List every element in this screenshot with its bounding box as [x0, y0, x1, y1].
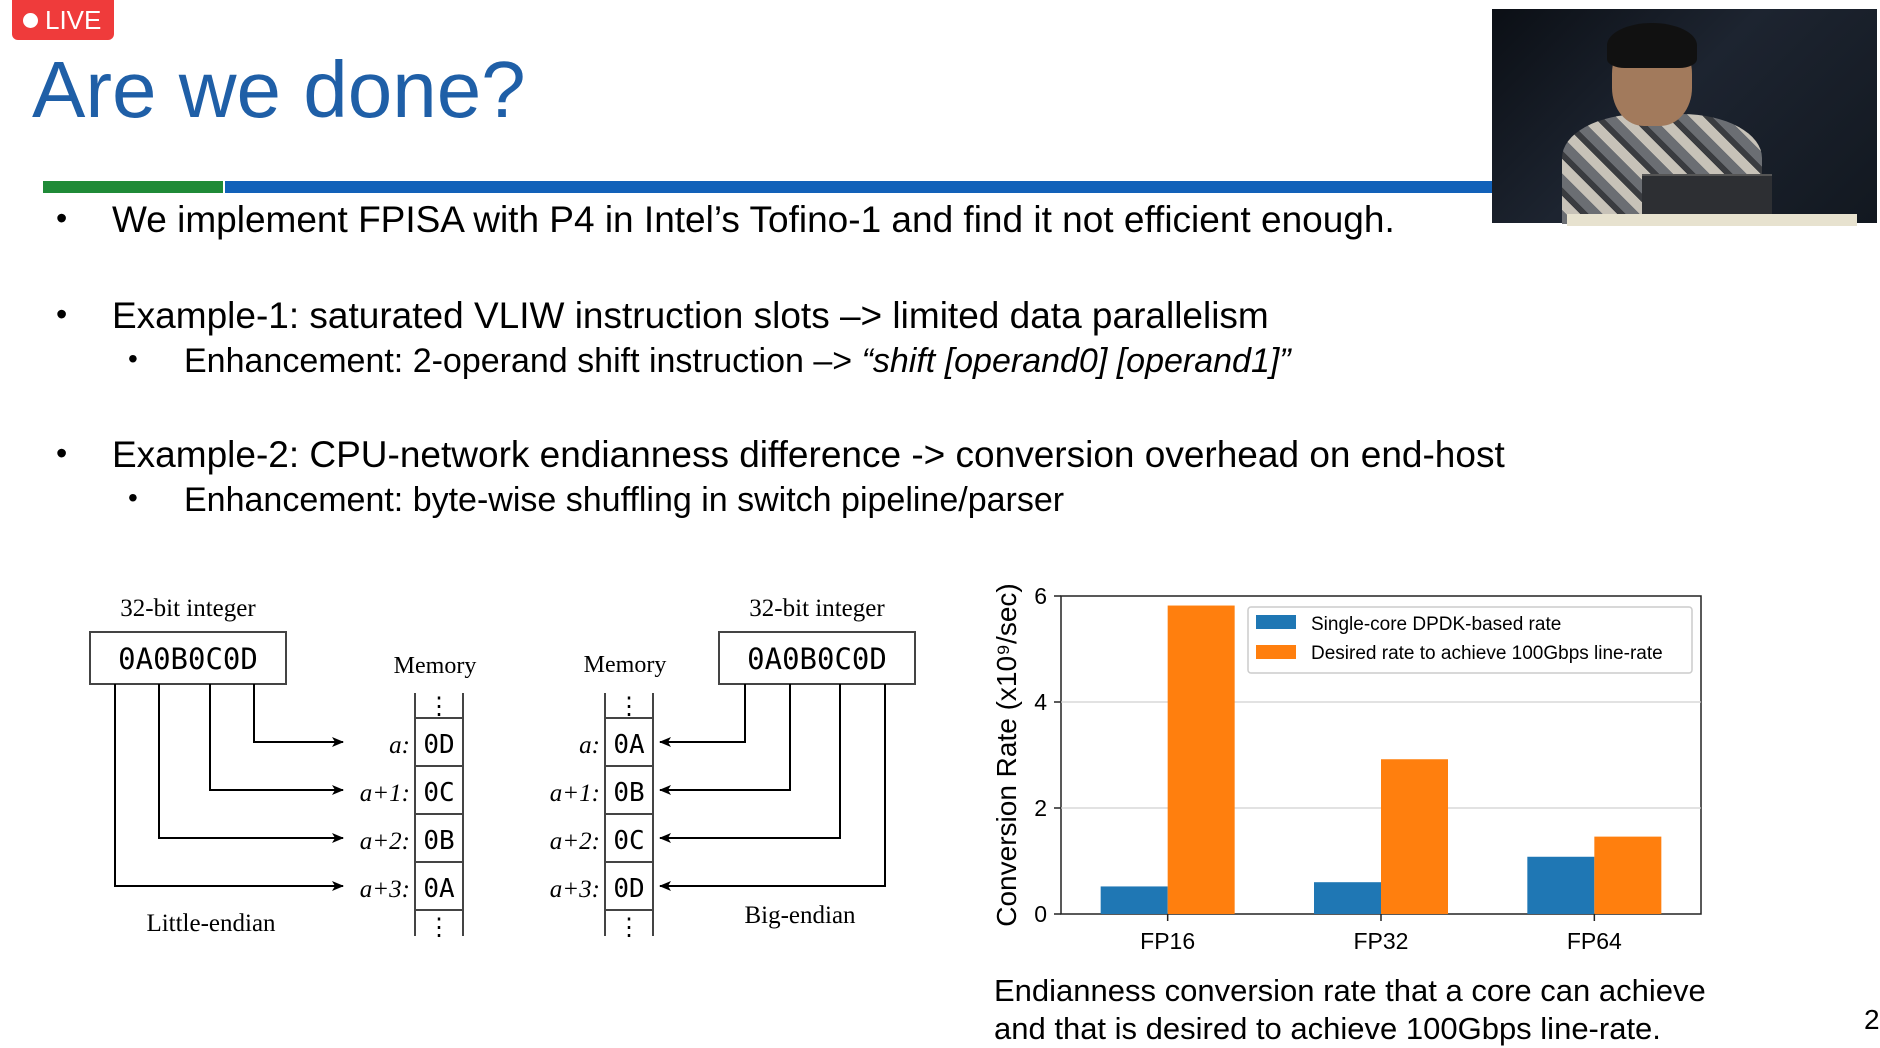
bullet-3-sub-text: Enhancement: byte-wise shuffling in switch pipeline/parser — [184, 481, 1065, 519]
big-addr-1: a+1: — [549, 780, 600, 807]
chart-bar-fp64-series-1 — [1594, 837, 1661, 914]
sub-bullet-marker: • — [128, 482, 138, 513]
chart-caption-line-1: Endianness conversion rate that a core can achieve — [994, 973, 1706, 1008]
little-addr-2: a+2: — [359, 828, 410, 855]
chart-caption-line-2: and that is desired to achieve 100Gbps line-rate. — [994, 1011, 1661, 1046]
chart-x-tick-label: FP64 — [1566, 928, 1622, 954]
little-ellipsis-bottom: ⋮ — [427, 915, 451, 941]
big-byte-3: 0D — [613, 874, 645, 904]
big-addr-3: a+3: — [549, 876, 600, 903]
chart-bar-fp16-series-1 — [1168, 606, 1235, 914]
little-caption: Little-endian — [146, 910, 276, 937]
big-arrow-1 — [660, 684, 790, 790]
chart-bar-fp32-series-0 — [1314, 882, 1381, 914]
big-addr-0: a: — [579, 732, 600, 759]
page-number: 2 — [1864, 1004, 1880, 1035]
big-arrow-3 — [660, 684, 885, 886]
big-endian-diagram — [550, 595, 915, 941]
chart-bar-fp32-series-1 — [1381, 759, 1448, 914]
little-header: 32-bit integer — [120, 595, 256, 622]
legend-swatch-single-core — [1256, 615, 1296, 629]
bullet-marker: • — [56, 296, 68, 332]
chart-x-tick-label: FP32 — [1353, 928, 1409, 954]
little-ellipsis-top: ⋮ — [427, 694, 451, 720]
little-addr-1: a+1: — [359, 780, 410, 807]
big-arrow-0 — [660, 684, 745, 742]
little-arrow-1 — [210, 684, 343, 790]
big-header: 32-bit integer — [749, 595, 885, 622]
bullet-2-text: Example-1: saturated VLIW instruction slots –> limited data parallelism — [112, 295, 1269, 336]
chart-y-tick-label: 4 — [1034, 689, 1047, 715]
chart-y-ticks — [1034, 583, 1061, 927]
chart-legend — [1248, 607, 1692, 673]
big-byte-0: 0A — [613, 730, 645, 760]
legend-label-desired: Desired rate to achieve 100Gbps line-rate — [1311, 643, 1663, 664]
chart-y-tick-label: 2 — [1034, 795, 1047, 821]
little-byte-1: 0C — [423, 778, 455, 808]
little-arrow-0 — [254, 684, 343, 742]
bullet-3-text: Example-2: CPU-network endianness difference -> conversion overhead on end-host — [112, 434, 1505, 475]
slide-title: Are we done? — [32, 45, 526, 134]
big-addr-2: a+2: — [549, 828, 600, 855]
chart-y-tick-label: 0 — [1034, 901, 1047, 927]
big-caption: Big-endian — [744, 902, 856, 929]
chart-y-tick-label: 6 — [1034, 583, 1047, 609]
bullet-2-sub-text: Enhancement: 2-operand shift instruction –> — [184, 342, 862, 380]
bullet-marker: • — [56, 435, 68, 471]
chart-bar-fp64-series-0 — [1527, 857, 1594, 914]
little-byte-2: 0B — [423, 826, 455, 856]
big-memory-label: Memory — [583, 652, 667, 678]
little-addr-3: a+3: — [359, 876, 410, 903]
little-memory-label: Memory — [393, 653, 477, 679]
little-byte-3: 0A — [423, 874, 455, 904]
little-arrow-2 — [159, 684, 343, 838]
chart-x-ticks — [1140, 914, 1622, 954]
big-byte-2: 0C — [613, 826, 645, 856]
little-byte-0: 0D — [423, 730, 455, 760]
legend-label-single-core: Single-core DPDK-based rate — [1311, 614, 1562, 635]
little-arrow-3 — [115, 684, 343, 886]
little-addr-0: a: — [389, 732, 410, 759]
big-value: 0A0B0C0D — [747, 642, 887, 676]
big-ellipsis-top: ⋮ — [617, 694, 641, 720]
conversion-rate-chart — [991, 583, 1701, 954]
big-byte-1: 0B — [613, 778, 645, 808]
big-arrow-2 — [660, 684, 840, 838]
chart-y-axis-label: Conversion Rate (x10⁹/sec) — [991, 583, 1022, 927]
chart-bar-fp16-series-0 — [1101, 886, 1168, 914]
chart-caption — [994, 972, 1706, 1048]
live-label: LIVE — [45, 5, 102, 35]
bullet-marker: • — [56, 200, 68, 236]
little-value: 0A0B0C0D — [118, 642, 258, 676]
chart-x-tick-label: FP16 — [1140, 928, 1196, 954]
legend-swatch-desired — [1256, 645, 1296, 659]
bullet-1-text: We implement FPISA with P4 in Intel’s Tofino-1 and find it not efficient enough. — [112, 199, 1395, 240]
big-ellipsis-bottom: ⋮ — [617, 915, 641, 941]
bullet-2-sub-italic: “shift [operand0] [operand1]” — [861, 342, 1291, 380]
little-endian-diagram — [90, 595, 476, 941]
sub-bullet-marker: • — [128, 343, 138, 374]
